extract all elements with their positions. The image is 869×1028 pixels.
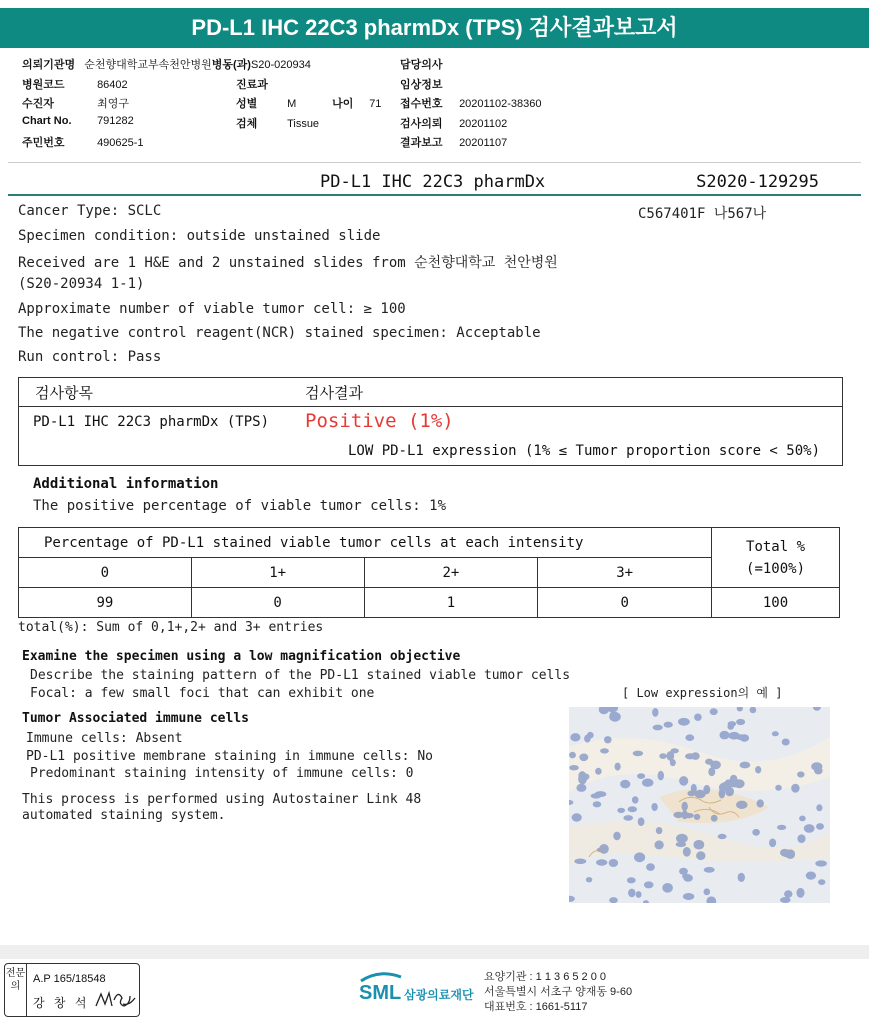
cell-nucleus bbox=[574, 859, 586, 865]
cell-nucleus bbox=[775, 785, 782, 791]
cell-nucleus bbox=[682, 810, 688, 819]
cell-nucleus bbox=[593, 801, 602, 807]
institution-row bbox=[22, 56, 311, 74]
request-value: 20201102 bbox=[459, 118, 508, 130]
cell-nucleus bbox=[740, 762, 751, 769]
cell-nucleus bbox=[694, 714, 702, 721]
cell-nucleus bbox=[646, 863, 655, 871]
cell-nucleus bbox=[637, 773, 645, 779]
result-box bbox=[18, 377, 843, 466]
cell-nucleus bbox=[628, 806, 637, 812]
cell-nucleus bbox=[816, 823, 824, 830]
hospital-code-row bbox=[22, 76, 128, 94]
receipt-value: 20201102-38360 bbox=[459, 98, 542, 110]
receipt-row bbox=[400, 95, 541, 113]
footer-divider bbox=[0, 945, 869, 959]
cell-nucleus bbox=[784, 890, 792, 898]
process-line2: automated staining system. bbox=[22, 808, 226, 823]
cell-nucleus bbox=[685, 753, 696, 759]
cell-nucleus bbox=[757, 799, 764, 807]
cell-nucleus bbox=[652, 708, 658, 717]
value-cell: 0 bbox=[191, 588, 364, 618]
examine-line1: Describe the staining pattern of the PD-L1 stained viable tumor cells bbox=[30, 668, 571, 683]
cell-nucleus bbox=[623, 815, 633, 821]
level-cell: 3+ bbox=[538, 558, 712, 588]
level-cell: 2+ bbox=[364, 558, 538, 588]
cell-nucleus bbox=[579, 754, 588, 762]
cell-nucleus bbox=[569, 765, 579, 770]
cell-nucleus bbox=[710, 761, 721, 770]
name-label: 수진자 bbox=[22, 98, 54, 110]
cell-nucleus bbox=[596, 859, 607, 865]
cell-nucleus bbox=[609, 859, 618, 867]
immune-line2: PD-L1 positive membrane staining in immune cells: No bbox=[26, 749, 433, 764]
cell-nucleus bbox=[586, 877, 592, 882]
report-header bbox=[8, 168, 861, 196]
cell-nucleus bbox=[653, 725, 663, 731]
cell-nucleus bbox=[676, 842, 687, 847]
cell-nucleus bbox=[797, 834, 805, 843]
cell-nucleus bbox=[806, 872, 816, 880]
table-row bbox=[19, 588, 840, 618]
cell-nucleus bbox=[584, 735, 591, 743]
cell-nucleus bbox=[719, 789, 726, 799]
cell-nucleus bbox=[679, 776, 688, 786]
cell-nucleus bbox=[638, 817, 645, 826]
cell-nucleus bbox=[772, 731, 779, 736]
cell-nucleus bbox=[728, 732, 739, 740]
clinical-row bbox=[400, 76, 446, 94]
cell-nucleus bbox=[632, 796, 639, 803]
organization-name: 삼광의료재단 bbox=[404, 988, 474, 1002]
logo-text: SML bbox=[359, 982, 402, 1004]
signature-ref: A.P 165/18548 bbox=[33, 973, 106, 985]
cell-nucleus bbox=[591, 793, 602, 798]
doctor-label: 담당의사 bbox=[400, 59, 443, 71]
specimen-condition: Specimen condition: outside unstained slide bbox=[18, 228, 381, 244]
cell-nucleus bbox=[782, 849, 792, 857]
report-title: PD-L1 IHC 22C3 pharmDx (TPS) 검사결과보고서 bbox=[191, 15, 678, 40]
total-header bbox=[712, 528, 840, 588]
result-item: PD-L1 IHC 22C3 pharmDx (TPS) bbox=[33, 414, 270, 430]
level-cell: 0 bbox=[19, 558, 192, 588]
example-caption: [ Low expression의 예 ] bbox=[622, 686, 783, 700]
clinical-label: 임상정보 bbox=[400, 79, 443, 91]
cell-nucleus bbox=[604, 736, 612, 743]
cell-nucleus bbox=[782, 739, 790, 746]
cell-nucleus bbox=[656, 827, 663, 834]
cell-nucleus bbox=[578, 771, 586, 781]
specimen-row bbox=[236, 115, 319, 133]
cell-nucleus bbox=[644, 881, 654, 888]
signature-side-label: 전문의 bbox=[5, 964, 27, 1016]
chart-value: 791282 bbox=[97, 115, 134, 127]
immune-line1: Immune cells: Absent bbox=[26, 731, 183, 746]
report-date-label: 결과보고 bbox=[400, 137, 443, 149]
cell-nucleus bbox=[695, 790, 706, 799]
cell-nucleus bbox=[720, 731, 730, 740]
cell-nucleus bbox=[777, 825, 786, 830]
request-label: 검사의뢰 bbox=[400, 118, 443, 130]
handwritten-signature bbox=[93, 986, 137, 1012]
cell-nucleus bbox=[620, 780, 630, 789]
lab-code: 요양기관 : 1 1 3 6 5 2 0 0 bbox=[484, 971, 607, 983]
report-date-value: 20201107 bbox=[459, 137, 508, 149]
cell-nucleus bbox=[711, 815, 718, 822]
cell-nucleus bbox=[658, 771, 664, 781]
lab-address: 서울특별시 서초구 양재동 9-60 bbox=[484, 986, 633, 998]
received-text: Received are 1 H&E and 2 unstained slides from 순천향대학교 천안병원 bbox=[18, 255, 558, 271]
cell-nucleus bbox=[678, 718, 690, 726]
specimen-label: 검체 bbox=[236, 118, 258, 130]
cell-nucleus bbox=[791, 784, 799, 793]
name-row bbox=[22, 95, 129, 113]
sex-label: 성별 bbox=[236, 98, 258, 110]
dept-row bbox=[236, 76, 271, 94]
report-title-bar bbox=[0, 8, 869, 48]
cell-nucleus bbox=[797, 771, 804, 777]
cell-nucleus bbox=[796, 888, 804, 898]
resident-label: 주민번호 bbox=[22, 137, 65, 149]
report-date-row bbox=[400, 134, 507, 152]
hospital-code-label: 병원코드 bbox=[22, 79, 65, 91]
lab-phone: 대표번호 : 1661-5117 bbox=[484, 1001, 588, 1013]
cell-nucleus bbox=[569, 752, 576, 759]
institution-value: 순천향대학교부속천안병원 bbox=[84, 59, 212, 71]
immune-line3: Predominant staining intensity of immune cells: 0 bbox=[30, 766, 414, 781]
cell-nucleus bbox=[685, 734, 694, 741]
cell-nucleus bbox=[613, 832, 620, 841]
cell-nucleus bbox=[769, 839, 776, 848]
cell-nucleus bbox=[615, 763, 621, 771]
process-line1: This process is performed using Autostainer Link 48 bbox=[22, 792, 422, 807]
sex-age-row bbox=[236, 95, 381, 113]
cell-nucleus bbox=[694, 814, 701, 820]
cell-nucleus bbox=[804, 824, 815, 833]
divider bbox=[8, 162, 861, 163]
cell-nucleus bbox=[642, 779, 653, 787]
cell-nucleus bbox=[662, 883, 673, 893]
value-cell: 99 bbox=[19, 588, 192, 618]
name-value: 최영구 bbox=[97, 98, 129, 110]
report-test-name: PD-L1 IHC 22C3 pharmDx bbox=[320, 172, 546, 192]
cell-nucleus bbox=[696, 851, 705, 860]
cell-nucleus bbox=[710, 708, 718, 715]
total-header-line2: (=100%) bbox=[746, 560, 806, 577]
cell-nucleus bbox=[628, 889, 635, 898]
received-id: (S20-20934 1-1) bbox=[18, 276, 145, 292]
receipt-label: 접수번호 bbox=[400, 98, 443, 110]
examine-title: Examine the specimen using a low magnification objective bbox=[22, 649, 461, 664]
cell-nucleus bbox=[572, 813, 582, 821]
table-footnote: total(%): Sum of 0,1+,2+ and 3+ entries bbox=[18, 620, 324, 635]
chart-row bbox=[22, 115, 134, 133]
result-value: Positive (1%) bbox=[305, 410, 454, 432]
viable-cells: Approximate number of viable tumor cell: ≥ 100 bbox=[18, 301, 406, 317]
table-row bbox=[19, 528, 840, 558]
total-header-line1: Total % bbox=[746, 538, 806, 555]
cell-nucleus bbox=[780, 897, 791, 903]
report-code: S2020-129295 bbox=[696, 172, 819, 192]
value-cell: 1 bbox=[364, 588, 538, 618]
level-cell: 1+ bbox=[191, 558, 364, 588]
cell-nucleus bbox=[651, 803, 657, 811]
cell-nucleus bbox=[676, 834, 688, 843]
microscopy-svg bbox=[569, 707, 830, 903]
chart-label: Chart No. bbox=[22, 115, 72, 127]
sex-value: M bbox=[287, 98, 297, 110]
doctor-row bbox=[400, 56, 446, 74]
hospital-code-value: 86402 bbox=[97, 79, 128, 91]
request-row bbox=[400, 115, 507, 133]
age-label: 나이 bbox=[332, 98, 354, 110]
resident-value: 490625-1 bbox=[97, 137, 144, 149]
microscopy-image bbox=[569, 707, 830, 903]
result-header bbox=[19, 378, 842, 407]
cell-nucleus bbox=[617, 808, 625, 813]
age-value: 71 bbox=[369, 98, 382, 110]
signature-box bbox=[4, 963, 140, 1017]
cell-nucleus bbox=[576, 784, 586, 792]
cell-nucleus bbox=[659, 753, 666, 759]
institution-label: 의뢰기관명 bbox=[22, 59, 76, 71]
total-cell: 100 bbox=[712, 588, 840, 618]
cell-nucleus bbox=[683, 893, 694, 900]
cell-nucleus bbox=[595, 768, 602, 775]
intensity-table bbox=[18, 527, 840, 618]
cell-nucleus bbox=[736, 719, 745, 725]
cell-nucleus bbox=[736, 801, 747, 809]
block-id: C567401F 나567나 bbox=[638, 206, 767, 222]
cell-nucleus bbox=[570, 733, 580, 741]
ward-value: S20-020934 bbox=[250, 59, 311, 71]
cell-nucleus bbox=[683, 847, 691, 857]
cell-nucleus bbox=[600, 748, 609, 753]
resident-row bbox=[22, 134, 144, 152]
cell-nucleus bbox=[816, 804, 822, 811]
cell-nucleus bbox=[682, 802, 688, 811]
result-item-header: 검사항목 bbox=[35, 385, 93, 402]
cell-nucleus bbox=[634, 852, 645, 862]
cell-nucleus bbox=[694, 840, 705, 850]
cell-nucleus bbox=[818, 879, 825, 885]
immune-title: Tumor Associated immune cells bbox=[22, 711, 249, 726]
examine-line2: Focal: a few small foci that can exhibit one bbox=[30, 686, 375, 701]
cell-nucleus bbox=[627, 877, 636, 883]
cell-nucleus bbox=[599, 844, 609, 854]
cell-nucleus bbox=[704, 888, 711, 895]
cell-nucleus bbox=[636, 891, 642, 898]
cell-nucleus bbox=[729, 782, 740, 787]
cell-nucleus bbox=[666, 751, 674, 761]
intensity-header: Percentage of PD-L1 stained viable tumor cells at each intensity bbox=[19, 528, 712, 558]
cell-nucleus bbox=[811, 762, 822, 770]
lab-info bbox=[484, 970, 632, 1015]
result-value-header: 검사결과 bbox=[305, 385, 363, 402]
cell-nucleus bbox=[704, 867, 715, 873]
specimen-value: Tissue bbox=[287, 118, 320, 130]
value-cell: 0 bbox=[538, 588, 712, 618]
cell-nucleus bbox=[755, 766, 761, 773]
cell-nucleus bbox=[752, 829, 760, 836]
additional-title: Additional information bbox=[33, 476, 219, 492]
cell-nucleus bbox=[738, 873, 745, 882]
cell-nucleus bbox=[664, 722, 673, 728]
signature-name: 강 창 석 bbox=[33, 996, 90, 1010]
cell-nucleus bbox=[815, 860, 827, 866]
cell-nucleus bbox=[687, 791, 695, 797]
cell-nucleus bbox=[727, 723, 734, 730]
cell-nucleus bbox=[633, 751, 643, 757]
cell-nucleus bbox=[654, 840, 663, 849]
result-note: LOW PD-L1 expression (1% ≤ Tumor proportion score < 50%) bbox=[347, 443, 820, 459]
cell-nucleus bbox=[725, 787, 734, 796]
ward-label: 병동(과) bbox=[211, 59, 251, 71]
cancer-type: Cancer Type: SCLC bbox=[18, 203, 162, 219]
cell-nucleus bbox=[682, 874, 691, 879]
run-control: Run control: Pass bbox=[18, 349, 162, 365]
cell-nucleus bbox=[718, 834, 727, 839]
cell-nucleus bbox=[799, 816, 806, 822]
additional-text: The positive percentage of viable tumor cells: 1% bbox=[33, 498, 447, 514]
dept-label: 진료과 bbox=[236, 79, 268, 91]
ncr-text: The negative control reagent(NCR) stained specimen: Acceptable bbox=[18, 325, 541, 341]
